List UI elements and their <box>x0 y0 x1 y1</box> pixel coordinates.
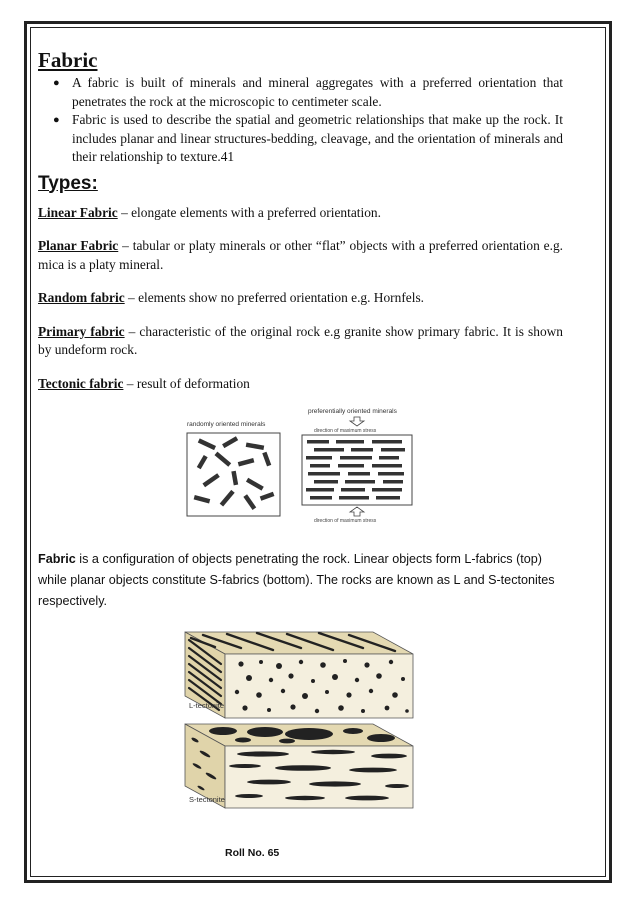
fabric-term: Fabric <box>38 552 76 566</box>
fabric-text: is a configuration of objects penetrating the rock. Linear objects form L-fabrics (top) while planar objects constitute S-fabrics (bottom). The rocks are known as L and S-tectonites respectively. <box>38 552 555 608</box>
s-tectonite-label: S-tectonite <box>189 795 225 804</box>
mineral-orientation-figure <box>180 402 420 522</box>
l-tectonite-label: L-tectonite <box>189 701 225 710</box>
preferred-caption: preferentially oriented minerals <box>308 408 397 415</box>
type-term: Linear Fabric <box>38 204 118 220</box>
type-desc: – characteristic of the original rock e.g granite show primary fabric. It is shown by undeform rock. <box>38 323 563 357</box>
stress-label-bottom: direction of maximum stress <box>314 518 377 522</box>
roll-number-footer: Roll No. 65 <box>225 847 280 859</box>
arrow-up-icon <box>350 507 364 516</box>
type-desc: – tabular or platy minerals or other “flat” objects with a preferred orientation e.g. mica is a platy mineral. <box>38 238 564 272</box>
s-tectonite-block <box>185 724 413 808</box>
types-heading: Types: <box>38 172 98 194</box>
type-desc: – elongate elements with a preferred orientation. <box>117 204 381 220</box>
arrow-down-icon <box>350 417 364 426</box>
bullet-item: ● Fabric is used to describe the spatial and geometric relationships that make up the rock. It includes planar and linear structures-bedding, cleavage, and the orientation of minerals and their relationship to texture.41 <box>72 111 563 167</box>
type-random <box>38 289 563 308</box>
type-term: Random fabric <box>38 290 125 305</box>
type-linear <box>38 204 563 223</box>
preferred-box <box>302 435 412 505</box>
type-tectonic <box>38 375 563 394</box>
type-term: Primary fabric <box>38 323 125 339</box>
fabric-paragraph <box>38 549 563 612</box>
type-term: Tectonic fabric <box>38 375 124 391</box>
tectonite-figure <box>183 628 415 810</box>
fabric-bullet-list <box>38 74 563 167</box>
fabric-heading: Fabric <box>38 48 98 72</box>
stress-label-top: direction of maximum stress <box>314 428 377 434</box>
l-tectonite-block <box>185 632 413 718</box>
type-desc: – result of deformation <box>123 375 250 391</box>
type-primary <box>38 323 563 360</box>
type-desc: – elements show no preferred orientation e.g. Hornfels. <box>124 290 425 305</box>
page-content <box>38 48 563 393</box>
type-term: Planar Fabric <box>38 238 119 253</box>
bullet-item: ● A fabric is built of minerals and mineral aggregates with a preferred orientation that penetrates the rock at the microscopic to centimeter scale. <box>72 74 563 111</box>
random-caption: randomly oriented minerals <box>187 421 266 428</box>
type-planar <box>38 237 563 274</box>
